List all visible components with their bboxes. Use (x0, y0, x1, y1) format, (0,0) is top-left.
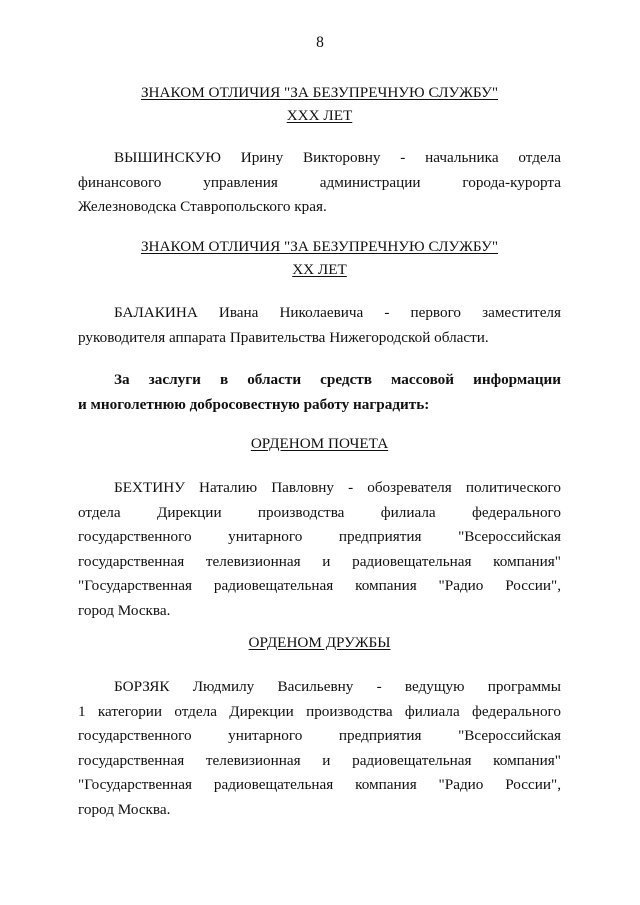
paragraph-line: государственного унитарного предприятия "Всероссийская (78, 727, 561, 744)
award-heading-30-years-line2: XXX ЛЕТ (286, 107, 353, 124)
paragraph-line: "Государственная радиовещательная компания "Радио России", (78, 577, 561, 594)
order-of-friendship-heading: ОРДЕНОМ ДРУЖБЫ (248, 634, 391, 651)
paragraph-line: отдела Дирекции производства филиала федерального (78, 503, 561, 521)
page-number: 8 (316, 34, 324, 51)
paragraph-line: государственная телевизионная и радиовещательная компания" (78, 751, 561, 769)
paragraph-line: руководителя аппарата Правительства Нижегородской области. (78, 328, 489, 346)
paragraph-line: БОРЗЯК Людмилу Васильевну - ведущую программы (114, 678, 561, 695)
paragraph-line: и многолетнюю добросовестную работу наградить: (78, 395, 430, 413)
paragraph-line: государственная телевизионная и радиовещательная компания" (78, 552, 561, 570)
award-recipient-borzyak (78, 675, 561, 822)
award-heading-20-years-line1: ЗНАКОМ ОТЛИЧИЯ "ЗА БЕЗУПРЕЧНУЮ СЛУЖБУ" (140, 238, 499, 255)
paragraph-line: За заслуги в области средств массовой информации (114, 371, 561, 388)
paragraph-line: 1 категории отдела Дирекции производства филиала федерального (78, 702, 561, 720)
paragraph-line: Железноводска Ставропольского края. (78, 198, 327, 215)
paragraph-line: государственного унитарного предприятия "Всероссийская (78, 528, 561, 545)
paragraph-line: город Москва. (78, 800, 171, 818)
paragraph-line: "Государственная радиовещательная компания "Радио России", (78, 776, 561, 793)
paragraph-line: ВЫШИНСКУЮ Ирину Викторовну - начальника отдела (114, 149, 561, 166)
paragraph-line: финансового управления администрации города-курорта (78, 173, 561, 191)
paragraph-line: БАЛАКИНА Ивана Николаевича - первого заместителя (114, 304, 561, 321)
paragraph-line: БЕХТИНУ Наталию Павловну - обозревателя политического (114, 479, 561, 496)
award-recipient-balakin (78, 301, 561, 350)
award-heading-30-years-line1: ЗНАКОМ ОТЛИЧИЯ "ЗА БЕЗУПРЕЧНУЮ СЛУЖБУ" (140, 84, 499, 101)
award-heading-20-years-line2: XX ЛЕТ (292, 261, 347, 278)
award-decree-statement (78, 368, 561, 417)
paragraph-line: город Москва. (78, 601, 171, 619)
award-recipient-bekhtina (78, 476, 561, 623)
award-recipient-vyshinskaya (78, 146, 561, 220)
order-of-honor-heading: ОРДЕНОМ ПОЧЕТА (250, 435, 389, 452)
